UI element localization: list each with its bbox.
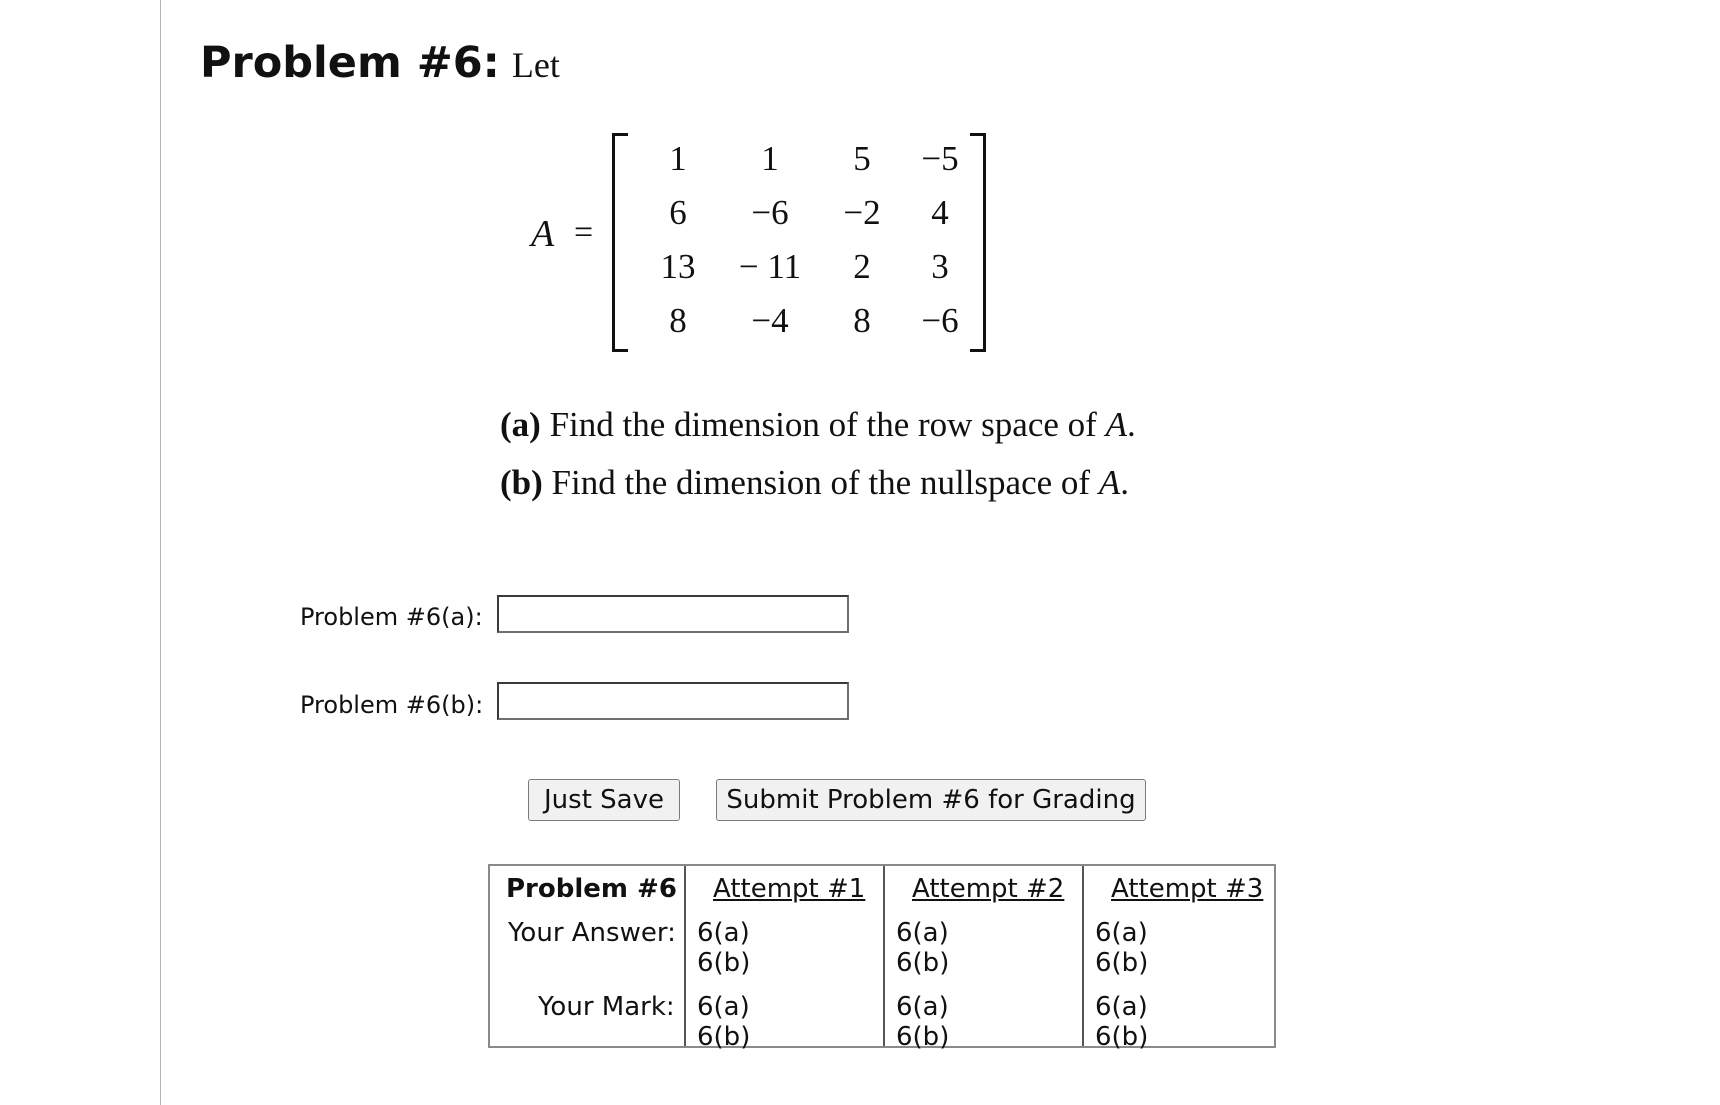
- just-save-button[interactable]: Just Save: [528, 779, 680, 821]
- matrix-cell: −5: [921, 139, 959, 178]
- mark-cell-3-b: 6(b): [1095, 1022, 1149, 1052]
- question-a-end: .: [1126, 405, 1136, 444]
- answer-cell-3-b: 6(b): [1095, 948, 1149, 978]
- problem-intro: Let: [511, 45, 560, 85]
- problem-heading: [200, 38, 560, 88]
- matrix-cell: 1: [669, 139, 687, 178]
- attempt-1-link[interactable]: Attempt #1: [713, 874, 866, 904]
- matrix-cell: 5: [853, 139, 871, 178]
- question-b-var: A: [1098, 463, 1121, 502]
- table-header-problem: Problem #6: [506, 874, 677, 904]
- answer-cell-1-b: 6(b): [697, 948, 751, 978]
- left-divider: [160, 0, 161, 1105]
- mark-cell-1-b: 6(b): [697, 1022, 751, 1052]
- answer-cell-2-a: 6(a): [896, 918, 949, 948]
- question-b: [500, 463, 1129, 503]
- matrix-cell: 6: [669, 193, 687, 232]
- mark-cell-3-a: 6(a): [1095, 992, 1148, 1022]
- question-b-end: .: [1120, 463, 1129, 502]
- equals-sign: =: [574, 214, 594, 251]
- question-a-tag: (a): [500, 405, 541, 444]
- matrix-cell: −2: [843, 193, 881, 232]
- matrix-cell: 13: [660, 247, 696, 286]
- matrix-cell: 4: [931, 193, 949, 232]
- matrix-cell: 2: [853, 247, 871, 286]
- answer-a-input[interactable]: [497, 595, 849, 633]
- matrix-cell: −4: [751, 301, 789, 340]
- answer-cell-2-b: 6(b): [896, 948, 950, 978]
- question-b-text: Find the dimension of the nullspace of: [551, 463, 1091, 502]
- matrix-cell: −6: [751, 193, 789, 232]
- mark-cell-2-b: 6(b): [896, 1022, 950, 1052]
- matrix: [612, 133, 986, 350]
- matrix-cell: 3: [931, 247, 949, 286]
- column-divider: [684, 866, 686, 1046]
- your-mark-label: Your Mark:: [538, 992, 675, 1022]
- mark-cell-1-a: 6(a): [697, 992, 750, 1022]
- column-divider: [883, 866, 885, 1046]
- your-answer-label: Your Answer:: [508, 918, 676, 948]
- answer-cell-3-a: 6(a): [1095, 918, 1148, 948]
- attempts-table: [488, 864, 1276, 1052]
- attempt-3-link[interactable]: Attempt #3: [1111, 874, 1264, 904]
- matrix-cell: 8: [669, 301, 687, 340]
- question-a-var: A: [1105, 405, 1127, 444]
- matrix-cell: −6: [921, 301, 959, 340]
- matrix-name: A: [531, 213, 555, 255]
- matrix-cell: 8: [853, 301, 871, 340]
- problem-title: Problem #6:: [200, 38, 500, 88]
- mark-cell-2-a: 6(a): [896, 992, 949, 1022]
- submit-grading-button[interactable]: Submit Problem #6 for Grading: [716, 779, 1146, 821]
- matrix-cell: − 11: [738, 247, 802, 286]
- attempt-2-link[interactable]: Attempt #2: [912, 874, 1065, 904]
- answer-a-label: Problem #6(a):: [300, 603, 483, 631]
- answer-cell-1-a: 6(a): [697, 918, 750, 948]
- matrix-cell: 1: [761, 139, 779, 178]
- question-b-tag: (b): [500, 463, 543, 502]
- question-a: [500, 405, 1136, 445]
- answer-b-label: Problem #6(b):: [300, 691, 484, 719]
- answer-b-input[interactable]: [497, 682, 849, 720]
- left-bracket: [612, 133, 628, 352]
- question-a-text: Find the dimension of the row space of: [549, 405, 1097, 444]
- column-divider: [1082, 866, 1084, 1046]
